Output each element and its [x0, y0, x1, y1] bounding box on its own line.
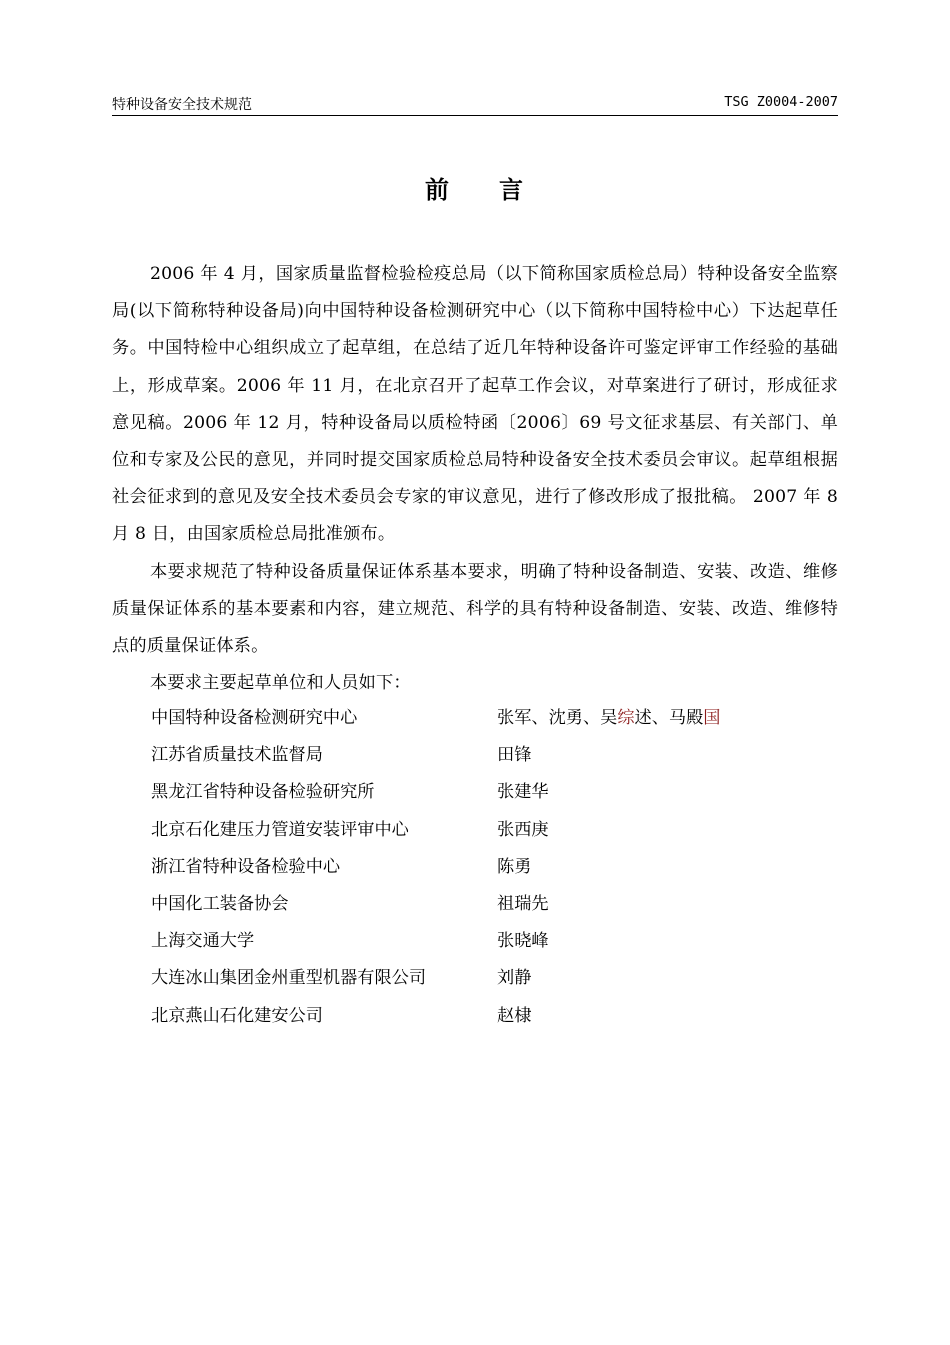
list-item: [151, 998, 791, 1035]
drafter-people: 刘静: [497, 968, 532, 989]
paragraph-scope: 本要求规范了特种设备质量保证体系基本要求，明确了特种设备制造、安装、改造、维修质量保证体系的基本要素和内容，建立规范、科学的具有特种设备制造、安装、改造、维修特点的质量保证体系。: [112, 561, 838, 657]
header-divider: [112, 115, 838, 116]
list-item: [151, 700, 791, 737]
paragraph-history: 2006 年 4 月，国家质量监督检验检疫总局（以下简称国家质检总局）特种设备安全监察局(以下简称特种设备局)向中国特种设备检测研究中心（以下简称中国特检中心）下达起草任务。中国特检中心组织成立了起草组，在总结了近几年特种设备许可鉴定评审工作经验的基础上，形成草案。2006 年 11 月，在北京召开了起草工作会议，对草案进行了研讨，形成征求意见稿。2006 年 12 月，特种设备局以质检特函〔2006〕69 号文征求基层、有关部门、单位和专家及公民的意见，并同时提交国家质检总局特种设备安全技术委员会审议。起草组根据社会征求到的意见及安全技术委员会专家的审议意见，进行了修改形成了报批稿。 2007 年 8 月 8 日，由国家质检总局批准颁布。: [112, 264, 838, 545]
preface-body: [112, 256, 838, 702]
drafters-list: [151, 700, 791, 1035]
drafter-org: 北京燕山石化建安公司: [151, 1005, 323, 1026]
drafter-org: 江苏省质量技术监督局: [151, 745, 323, 766]
drafter-people: 田锋: [497, 745, 532, 766]
header-standard-code: TSG Z0004-2007: [724, 94, 838, 110]
drafter-people: 张建华: [497, 782, 549, 803]
list-item: [151, 886, 791, 923]
drafter-org: 黑龙江省特种设备检验研究所: [151, 782, 375, 803]
page-header: [112, 94, 838, 116]
drafter-people: 祖瑞先: [497, 893, 549, 914]
list-item: [151, 737, 791, 774]
page-title: [0, 170, 950, 205]
paragraph-drafters-intro: 本要求主要起草单位和人员如下：: [150, 673, 411, 694]
list-item: [151, 960, 791, 997]
drafter-people: 张晓峰: [497, 931, 549, 952]
list-item: [151, 849, 791, 886]
drafter-org: 中国化工装备协会: [151, 893, 289, 914]
drafter-people: 张西庚: [497, 819, 549, 840]
drafter-org: 中国特种设备检测研究中心: [151, 708, 358, 728]
drafter-people: 赵棣: [497, 1005, 532, 1026]
drafter-org: 大连冰山集团金州重型机器有限公司: [151, 968, 427, 989]
title-part-2: 言: [499, 176, 525, 204]
drafter-org: 上海交通大学: [151, 931, 255, 952]
drafter-org: 浙江省特种设备检验中心: [151, 856, 341, 877]
drafter-people: 陈勇: [497, 856, 532, 877]
drafter-people: 张军、沈勇、吴综述、马殿国: [497, 708, 721, 728]
title-part-1: 前: [425, 176, 451, 204]
list-item: [151, 923, 791, 960]
header-category: 特种设备安全技术规范: [112, 97, 252, 113]
drafter-org: 北京石化建压力管道安装评审中心: [151, 819, 409, 840]
list-item: [151, 812, 791, 849]
list-item: [151, 774, 791, 811]
